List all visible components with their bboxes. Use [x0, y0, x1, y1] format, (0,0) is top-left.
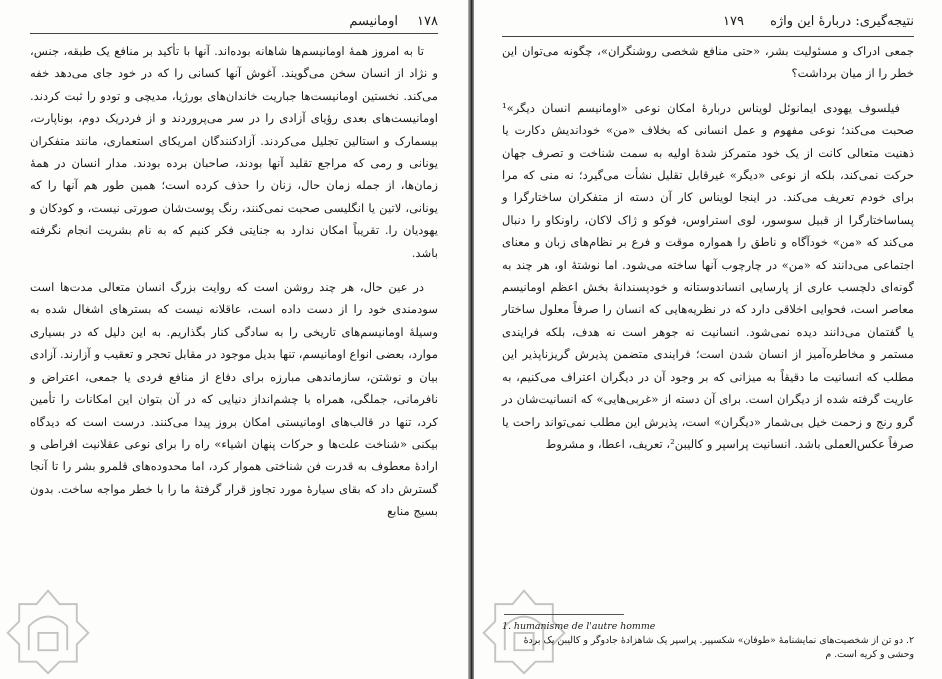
right-running-title: نتیجه‌گیری: دربارهٔ این واژه [770, 14, 914, 29]
footnote-2: ۲. دو تن از شخصیت‌های نمایشنامهٔ «طوفان» شکسپیر. پراسپر یک شاهزادهٔ جادوگر و کالیبن یک بردهٔ وحشی و کریه است. م [523, 635, 914, 660]
library-stamp-icon [0, 583, 96, 679]
left-paragraph-1: تا به امروز همهٔ اومانیسم‌ها شاهانه بوده‌اند. آنها با تأکید بر منافع یک طبقه، جنس، و نژاد از انسان سخن می‌گویند. آغوش آنها کسانی را که در خود جای می‌دهد خفه می‌کند. نخستین اومانیست‌ها جباریت خاندان‌های بورژیا، مدیچی و تودو را ثبت کردند. اومانیست‌های بعدی رؤیای آزادی را در سر می‌پروردند و از فردریک دوم، بوناپارت، بیسمارک و استالین تجلیل می‌کردند. آزادکنندگان امریکای استعماری، مانند متفکران یونانی و رمی که مراجع تقلید آنها بودند، صاحبان برده بودند. مدار انسان در همهٔ زمان‌ها، از جمله زمان حال، زنان را حذف کرده است؛ همین طور هم آنها را که یونانی، لاتین یا انگلیسی صحبت نمی‌کنند، رنگ پوست‌شان صورتی نیست، و کودکان و یهودیان را. تقریباً امکان ندارد به جنایتی فکر کنیم که به نام بشریت انجام نگرفته باشد. [30, 44, 438, 260]
left-paragraph-2: در عین حال، هر چند روشن است که روایت بزرگ انسان متعالی مدت‌ها است سودمندی خود را از دست داده است، عاقلانه نیست که بسترهای اشغال شده به وسیلهٔ اومانیسم‌های تاریخی را به سادگی کنار بگذاریم. به این دلیل که در بسیاری موارد، بعضی انواع اومانیسم، تنها بدیل موجود در مقابل تحجر و تعقیب و آزارند. آزادی بیان و نوشتن، سازماندهی مبارزه برای دفاع از منافع فردی یا جمعی، اعتراض و نافرمانی، جملگی، همراه با چشم‌انداز دنیایی که در آن بتوان این امکانات را تأمین کرد، تنها در قالب‌های اومانیستی امکان بروز پیدا می‌کنند. درست است که دیدگاه بیکنی «شناخت علت‌ها و حرکات پنهان اشیاء» راه را برای نوعی عقلانیت افراطی و ارادهٔ معطوف به قدرت فن شناختی هموار کرد، اما محدوده‌های قلمرو بشر را تا آنجا گسترش داد که بقای سیارهٔ مورد تجاوز قرار گرفتهٔ ما را با خطر مواجه ساخت. بدون بسیج منابع [30, 280, 438, 519]
right-paragraph-2: فیلسوف یهودی ایمانوئل لویناس دربارهٔ امکان نوعی «اومانیسم انسان دیگر»¹ صحبت می‌کند؛ نوعی مفهوم و عمل انسانی که بخلاف «من» خوداندیش دکارت یا ذهنیت متعالی کانت از یک خود متمرکز شدهٔ اولیه به سمت شناخت و تصرف جهان حرکت نمی‌کند، بلکه از نوعی «دیگر» غیرقابل تقلیل نشأت می‌گیرد؛ نه منی که مرا برای خودم تعریف می‌کند. در اینجا لویناس کار آن دسته از متفکران ساختارگرا و پساساختارگرا از قبیل سوسور، لوی استراوس، فوکو و ژاک لاکان، راونکاو را دنبال می‌کند که «من» خودآگاه و ناطق را همواره موقت و فرع بر نظام‌های زبان و معنای اجتماعی می‌دانند که «من» در چارچوب آنها ساخته می‌شود. اما نوشتهٔ او، هر چند به گونه‌ای دلچسب عاری از پارسایی انساندوستانه و خودپسندانهٔ بخش اعظم اومانیسم معاصر است، فحوایی اخلاقی دارد که در نظریه‌هایی که انسان را صرفاً معلول ساختار یا گفتمان می‌دانند دیده نمی‌شود. انسانیت نه جوهر است نه هدف، بلکه فرایندی مستمر و مخاطره‌آمیز از انسان شدن است؛ فرایندی متضمن پذیرش گریزناپذیر این مطلب که انسانیت ما دقیقاً به میزانی که بر وجود آن در دیگران اعتراف می‌کنیم، به عاریت گرفته شده از دیگران است. برای آن دسته از «غربی‌هایی» که انسانیت‌شان در گرو رنج و زحمت خیل بی‌شمار «دیگران» است، پذیرش این مطلب نمی‌تواند راحت یا صرفاً عکس‌العملی باشد. انسانیت پراسپر و کالیبن²، تعریف، اعطا، و مشروط [502, 100, 914, 451]
left-header-rule [30, 33, 438, 34]
footnote-1: 1. humanisme de l'autre homme [502, 621, 656, 632]
left-page-body [30, 40, 438, 535]
right-paragraph-1: جمعی ادراک و مسئولیت بشر، «حتی منافع شخصی روشنگران»، چگونه می‌توان این خطر را از میان برداشت؟ [502, 44, 914, 81]
right-page [474, 0, 942, 679]
left-running-title: اومانیسم [349, 14, 398, 29]
right-page-header [502, 14, 914, 34]
library-stamp-icon [476, 583, 572, 679]
left-page [0, 0, 468, 679]
right-header-rule [502, 36, 914, 37]
right-page-body [502, 40, 914, 467]
right-page-number: ۱۷۹ [723, 14, 744, 29]
left-page-header [30, 14, 438, 34]
left-page-number: ۱۷۸ [417, 14, 438, 29]
